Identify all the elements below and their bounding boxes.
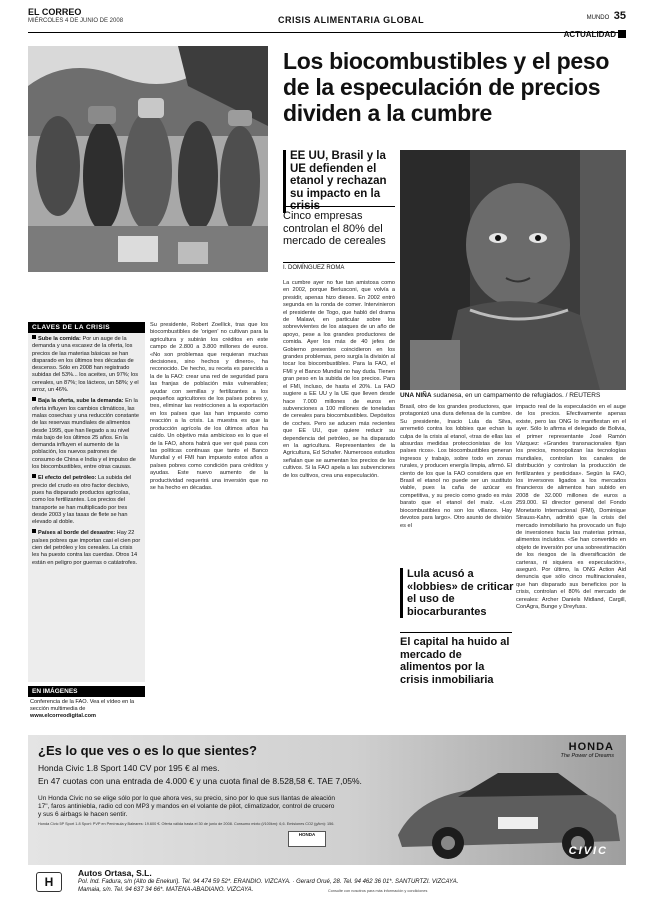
section-actualidad: ACTUALIDAD	[563, 30, 616, 39]
ad-question: ¿Es lo que ves o es lo que sientes?	[38, 743, 257, 758]
honda-advertisement	[28, 735, 626, 865]
claves-item-head: Baja la oferta, sube la demanda:	[38, 398, 124, 405]
claves-item-text: En la oferta influyen los cambios climáticos, las malas cosechas y una reducción constante de las reservas mundiales de alimentos desde 1995, que han llegado a su nivel más bajo de los últimos 25 años. En la demanda influyen el aumento de la población, los nuevos patrones de consumo de China e India y el impulso de los biocombustibles, entre otras causas.	[32, 398, 139, 471]
headline: Los biocombustibles y el peso de la especulación de precios dividen a la cumbre	[283, 48, 610, 126]
en-imagenes-text	[28, 697, 145, 723]
honda-badge: HONDA	[288, 831, 326, 847]
claves-item	[28, 527, 145, 567]
en-imagenes-link[interactable]: www.elcorreodigital.com	[30, 713, 96, 720]
en-imagenes-title: EN IMÁGENES	[28, 686, 145, 697]
claves-item-head: Países al borde del desastre:	[38, 530, 116, 537]
bullet-icon	[32, 474, 36, 478]
en-imagenes-desc: Conferencia de la FAO. Vea el vídeo en la sección multimedia de	[30, 699, 135, 713]
pull-quote: Lula acusó a «lobbies» de criticar el uso de biocarburantes	[400, 568, 517, 618]
claves-title: CLAVES DE LA CRISIS	[28, 322, 145, 333]
dealer-address: Pol. Ind. Fadura, s/n (Alto de Enekuri). Tel. 94 474 59 52*. ERANDIO. VIZCAYA. · Gerard Orué, 28. Tel. 94 462 36 01*. SANTURTZI. VIZCAYA.	[78, 879, 459, 885]
honda-logo-icon: H	[36, 872, 62, 892]
dealer-info	[28, 868, 626, 898]
en-imagenes-box	[28, 686, 145, 726]
section-title: CRISIS ALIMENTARIA GLOBAL	[278, 15, 425, 25]
claves-item-head: El efecto del petróleo:	[38, 475, 97, 482]
child-photo	[400, 150, 626, 390]
pull-quote-secondary: El capital ha huido al mercado de alimentos por la crisis inmobiliaria	[400, 632, 512, 686]
claves-item-text: Hay 22 países pobres que importan casi el cien por cien del petróleo y los cereales. La crisis les ha puesto contra las cuerdas. Otros 14 están en peligro por guerras o catástrofes.	[32, 530, 141, 566]
page-meta	[564, 6, 626, 42]
claves-item	[28, 472, 145, 527]
article-column-3: La cumbre ayer no fue tan amistosa como en 2002, porque Berlusconi, que volvía a presidir, apenas hizo dieses. En 2002 entró segunda en la ronda de comer. Intervinieron el presidente de Togo, que habló del drama de Malawi, en particular sobre los sobrevivientes de los ataques de un año de apoyo, pese a los grandes productores de comida. Ayer los más de 40 jefes de Gobierno presentes coincidieron en los grandes problemas, pero surgía la división al tocar los biocombustibles. Para la FAO, el FMI y el Banco Mundial no hay duda. Tienen gran peso en la subida de los precios. Para el FMI, incluso, de hasta el 20%. La FAO sugiere a EE UU y la UE que lleven desde hace 7.000 millones de euros en subvenciones a 100 millones de toneladas de cereales para biocombustibles. Depósitos de coches. Pero se aducen más recientes que EE UU, que quiere reducir su dependencia del petróleo, se ha disparado en la agricultura. Representantes de la Agricultura, Ed Schafer. Numerosos estudios señalan que se aumentan los precios de los cultivos. Si la FAO apela a las subvenciones de los cultivos, crea una especulación.	[283, 280, 395, 479]
section-world: MUNDO	[586, 15, 610, 21]
ad-description: Un Honda Civic no se elige sólo por lo que ahora ves, su precio, sino por lo que sus llantas de aleación 17", faros antiniebla, radio cd con MP3 y mandos en el volante de pilot, climatizador, control de crucero y sus 6 airbags le hacen sentir.	[38, 795, 336, 818]
claves-item	[28, 395, 145, 472]
article-column-1: Su presidente, Robert Zoellick, tras que los biocombustibles de 'origen' no cultivan para la agricultura y subirán los créditos en este campo de 2.800 a 3.800 millones de euros. «No son problemas que requieran muchas decisiones, sino hechos y dinero», ha reconocido. De hecho, su receta es parecida a la de la FAO: crear una red de seguridad para las franjas de población más vulnerables; ayudar con semillas y fertilizantes a los pequeños agricultores de los países pobres y, tres, eliminar las restricciones a la exportación en los países que las han impuesto como reacción a la crisis. La muestra es que la producción agrícola de los últimos años ha caído. Un objetivo más ambicioso es lo que el de la FAO, ahora habrá que ver qué pasa con las políticas continuas que tanto el Banco Mundial y el FMI han impuesto estos años a países pobres como condición para créditos y ayudas. Este nuevo aumento de la productividad requerirá una inversión que no se ha hecho en décadas.	[150, 322, 268, 491]
caption-text: sudanesa, en un campamento de refugiados. / REUTERS	[433, 392, 601, 399]
page-date: MIÉRCOLES 4 DE JUNIO DE 2008	[28, 18, 124, 24]
dealer-note: Consulte con nosotros para más información y condiciones	[328, 889, 428, 893]
claves-item-head: Sube la comida:	[38, 336, 81, 342]
byline: I. DOMÍNGUEZ ROMA	[283, 262, 395, 271]
subheadline: EE UU, Brasil y la UE defienden el etanol y rechazan su impacto en la crisis	[283, 150, 402, 213]
brand-name: HONDA	[568, 741, 614, 753]
caption-label: UNA NIÑA	[400, 392, 432, 399]
claves-item	[28, 333, 145, 395]
model-name: CIVIC	[568, 845, 608, 857]
ad-fine-print: Honda Civic 5P Sport 1.8 Sport: PVP en Península y Baleares: 19.600 €. Oferta válida hasta el 30 de junio de 2008. Consumo mixto (l/100km): 6,6. Emisiones CO2 (g/km): 156.	[38, 822, 335, 826]
article-column-5: impacto real de la especulación en el auge de los precios. Efectivamente apenas existe, pero las ONG lo manifiestan en el ayer. Sólo lo afirma el delegado de Bolivia, el primer representante José Ramón Vázquez: «Grandes transnacionales fijan los precios, monopolizan las tecnologías mundiales, controlan los canales de distribución y controlan la producción de fertilizantes y pesticidas». Según la FAO, los inversores ligados a los mercados financieros de alimentos han subido en 2008 de 32.000 millones de euros a 259.000. El director general del Fondo Monetario Internacional (FMI), Dominique Strauss-Kahn, admitió que la crisis del mercado inmobiliario ha provocado un flujo de inversiones hacia las materias primas, alimentos incluidos. «Se han convertido en objeto de inversión por una sobreestimación de los riesgos de la diversificación de carteras, ni siquiera es especulación», aseguró. Por último, la ONG Action Aid denuncia que sólo cinco multinacionales, que han disparado sus beneficios por la crisis, controlan el 80% del mercado de cereales: Archer Daniels Midland, Cargill, ConAgra, Bunge y Dreyfuss.	[516, 404, 626, 610]
bullet-icon	[32, 397, 36, 401]
refugees-photo	[28, 46, 268, 272]
ad-offer: Honda Civic 1.8 Sport 140 CV por 195 € al mes.	[38, 763, 220, 773]
bullet-icon	[32, 335, 36, 339]
claves-item-text: La subida del precio del crudo es otro factor decisivo, pues ha disparado productos agrícolas, como los fertilizantes. Los precios del transporte se han multiplicado por tres desde 2003 y las tasas de flete se han elevado al doble.	[32, 475, 132, 526]
bullet-icon	[32, 529, 36, 533]
ad-financing: En 47 cuotas con una entrada de 4.000 € y una cuota final de 8.528,58 €. TAE 7,05%.	[38, 776, 362, 786]
publication-name: EL CORREO	[28, 7, 82, 17]
dealer-name: Autos Ortasa, S.L.	[78, 868, 152, 878]
claves-item-text: Por un auge de la demanda y una escasez de la oferta, los precios de las materias básicas se han disparado en los últimos tres décadas de descenso. Sólo en 2008 han registrado subidas del 53%... los aceites, un 97%; los cereales, un 87%; los lácteos, un 58%; y el arroz, un 46%.	[32, 336, 139, 394]
page-header	[28, 6, 626, 39]
square-icon	[618, 30, 626, 38]
subheadline-secondary: Cinco empresas controlan el 80% del mercado de cereales	[283, 206, 395, 248]
dealer-address-2: Mamaia, s/n. Tel. 94 637 34 66*. MATENA-ABADIANO. VIZCAYA.	[78, 887, 254, 893]
ad-brand	[561, 741, 615, 759]
claves-sidebar	[28, 322, 145, 682]
photo-caption	[400, 392, 626, 399]
brand-tagline: The Power of Dreams	[560, 753, 614, 759]
article-column-4: Brasil, otro de los grandes productores, que protagonizó una dura defensa de la cumbre. Su presidente, Inacio Lula da Silva, arremetió contra los lobbies que echan la culpa de la crisis al etanol, «tras de ellas las absurdas medidas proteccionistas de los países ricos». Los biocombustibles generan ingresos y trabajo, sobre todo en zonas rurales, y producen energía limpia, afirmó. El ciento de los que la FAO considera que en Brasil el etanol no puede ser un sustituto viable, pues la caña de azúcar es competitiva, y su precio como grado es más barato que el etanol del maíz. «Los biocombustibles no son los villanos. Hay devotos para largo». Otro asunto de división es el	[400, 404, 512, 529]
page-number: 35	[613, 10, 626, 22]
